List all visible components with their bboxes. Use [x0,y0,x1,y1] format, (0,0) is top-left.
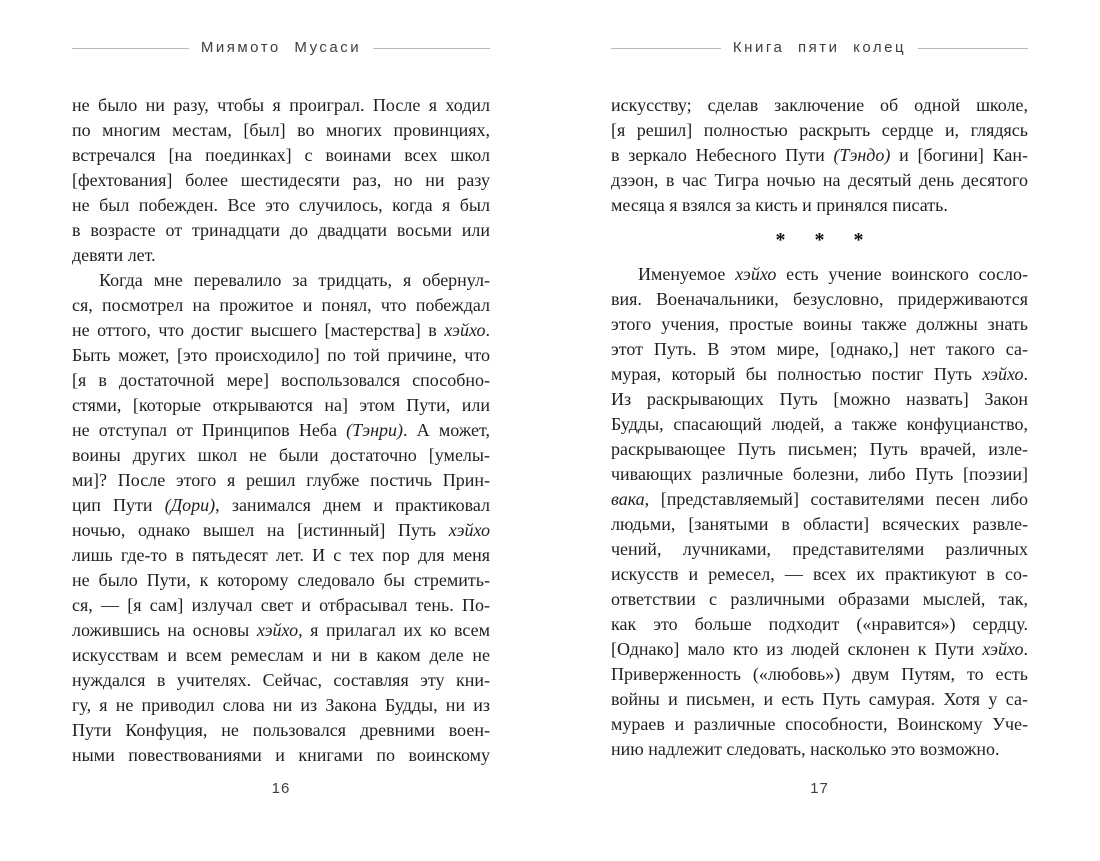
text-line: этого учения, простые воины также должны знать [611,314,1028,334]
text-line: мурая, который бы полностью постиг Путь хэйхо. [611,364,1028,384]
text-line: Когда мне перевалило за тридцать, я обернул- [99,270,490,290]
italic-term: хэйхо [256,620,299,640]
text-line: этот Путь. В этом мире, [однако,] нет такого са- [611,339,1028,359]
section-separator: * * * [775,229,876,251]
text-line: людьми, [занятыми в области] всяческих развле- [611,514,1028,534]
italic-term: (Тэндо) [833,145,891,165]
page-left-header [72,40,490,56]
running-title-author: Миямото Мусаси [200,39,362,56]
text-line: встречался [на поединках] с воинами всех школ [72,145,490,165]
page-right-header [611,40,1028,56]
text-line: ми]? После этого я решил глубже постичь Прин- [72,470,490,490]
text-line: Будды, спасающий людей, а также конфуцианство, [611,414,1028,434]
text-line: ложившись на основы хэйхо, я прилагал их ко всем [72,620,490,640]
text-line: Пути Конфуция, не пользовался древними воен- [72,720,490,740]
paragraph [611,93,1028,218]
text-line: нию надлежит следовать, насколько это возможно. [611,739,1000,759]
text-line: месяца я взялся за кисть и принялся писать. [611,195,948,215]
page-left-text [72,93,490,768]
italic-term: хэйхо [448,520,490,540]
text-line: Быть может, [это происходило] по той причине, что [72,345,490,365]
text-line: гу, я не приводил слова ни из Закона Будды, ни из [72,695,490,715]
text-line: Именуемое хэйхо есть учение воинского сосло- [638,264,1028,284]
text-line: [я в достаточной мере] воспользовался способно- [72,370,490,390]
text-line: дзэон, в час Тигра ночью на десятый день десятого [611,170,1028,190]
text-line: мураев и различные способности, Воинскому Уче- [611,714,1028,734]
italic-term: хэйхо [982,364,1024,384]
text-line: искусствам и всем ремеслам и ни в каком деле не [72,645,490,665]
text-line: девяти лет. [72,245,156,265]
text-line: ными повествованиями и книгами по воинскому [72,745,490,765]
text-line: как это больше подходит («нравится») сердцу. [611,614,1028,634]
header-rule-left [611,48,721,49]
text-line: [фехтования] более шестидесяти раз, но ни разу [72,170,490,190]
page-right [611,40,1028,840]
text-line: цип Пути (Дори), занимался днем и практиковал [72,495,490,515]
text-line: чивающих различные болезни, либо Путь [поэзии] [611,464,1028,484]
page-number-right: 17 [810,780,829,797]
text-line: войны и письмен, и есть Путь самурая. Хотя у са- [611,689,1028,709]
text-line: стями, [которые открываются на] этом Пути, или [72,395,490,415]
text-line: вия. Военачальники, безусловно, придерживаются [611,289,1028,309]
text-line: лишь где-то в пятьдесят лет. И с тех пор для меня [72,545,490,565]
text-line: не был побежден. Все это случилось, когда я был [72,195,490,215]
text-line: ночью, однако вышел на [истинный] Путь хэйхо [72,520,490,540]
paragraph [72,93,490,268]
text-line: Из раскрывающих Путь [можно назвать] Закон [611,389,1028,409]
text-line: вака, [представляемый] составителями песен либо [611,489,1028,509]
header-rule-right [373,48,490,49]
paragraph [72,268,490,768]
text-line: раскрывающее Путь письмен; Путь врачей, изле- [611,439,1028,459]
text-line: не было Пути, к которому следовало бы стремить- [72,570,490,590]
text-line: искусству; сделав заключение об одной школе, [611,95,1028,115]
page-left [72,40,490,840]
header-rule-right [918,48,1028,49]
italic-term: вака [611,489,645,509]
page-number-left: 16 [271,780,291,797]
text-line: ответствии с различными образами мыслей, так, [611,589,1028,609]
paragraph [611,262,1028,762]
text-line: ся, — [я сам] излучал свет и отбрасывал тень. По- [72,595,490,615]
text-line: нуждался в учителях. Сейчас, составляя эту кни- [72,670,490,690]
text-line: не отступал от Принципов Неба (Тэнри). А может, [72,420,490,440]
italic-term: (Дори) [164,495,216,515]
text-line: в зеркало Небесного Пути (Тэндо) и [богини] Кан- [611,145,1028,165]
header-rule-left [72,48,189,49]
text-line: воины других школ не были достаточно [умелы- [72,445,490,465]
text-line: не было ни разу, чтобы я проиграл. После я ходил [72,95,490,115]
text-line: [Однако] мало кто из людей склонен к Пути хэйхо. [611,639,1028,659]
text-line: в возрасте от тринадцати до двадцати восьми или [72,220,490,240]
text-line: по многим местам, [был] во многих провинциях, [72,120,490,140]
italic-term: хэйхо [735,264,777,284]
text-line: Приверженность («любовь») двум Путям, то есть [611,664,1028,684]
text-line: чений, лучниками, представителями различных [611,539,1028,559]
text-line: искусств и ремесел, — всех их практикуют в со- [611,564,1028,584]
text-line: [я решил] полностью раскрыть сердце и, глядясь [611,120,1028,140]
page-right-text [611,93,1028,762]
text-line: ся, посмотрел на прожитое и понял, что побеждал [72,295,490,315]
italic-term: (Тэнри) [346,420,404,440]
italic-term: хэйхо [444,320,486,340]
italic-term: хэйхо [982,639,1024,659]
running-title-book: Книга пяти колец [732,39,907,56]
text-line: не оттого, что достиг высшего [мастерства] в хэйхо. [72,320,490,340]
